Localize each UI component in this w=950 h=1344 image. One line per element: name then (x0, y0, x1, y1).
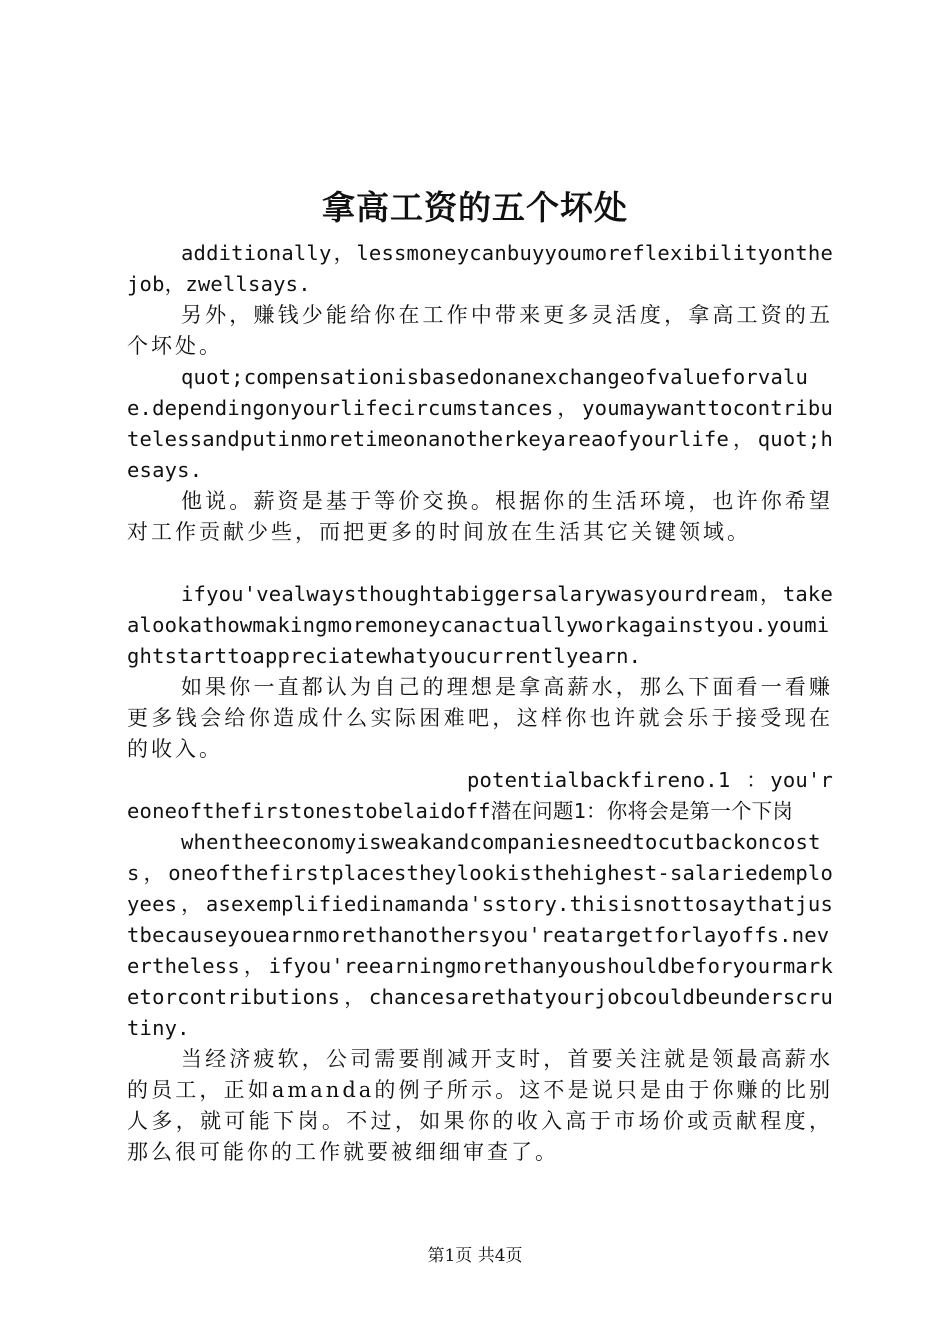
section-heading: potentialbackfireno.1 ：you'reoneofthefirstonestobelaidoff潜在问题1：你将会是第一个下岗 (127, 768, 833, 823)
paragraph-spacer (127, 548, 833, 579)
document-body (127, 238, 833, 1168)
paragraph-en-1: additionally，lessmoneycanbuyyoumoreflexibilityonthejob，zwellsays. (127, 241, 833, 296)
page-footer: 第1页 共4页 (427, 1246, 523, 1266)
paragraph-en-3: ifyou'vealwaysthoughtabiggersalarywasyourdream，takealookathowmakingmoremoneycanactuallyworkagainstyou.youmightstarttoappreciatewhatyoucurrentlyearn. (127, 582, 833, 668)
paragraph-zh-4: 当经济疲软，公司需要削减开支时，首要关注就是领最高薪水的员工，正如amanda的例子所示。这不是说只是由于你赚的比别人多，就可能下岗。不过，如果你的收入高于市场价或贡献程度，那么很可能你的工作就要被细细审查了。 (127, 1047, 833, 1164)
paragraph-en-2: quot;compensationisbasedonanexchangeofvalueforvalue.dependingonyourlifecircumstances，youmaywanttocontributelessandputinmoretimeonanotherkeyareaofyourlife，quot;hesays. (127, 365, 833, 482)
paragraph-en-4: whentheeconomyisweakandcompaniesneedtocutbackoncosts，oneofthefirstplacestheylookisthehighest-salariedemployees，asexemplifiedinamanda'sstory.thisisnottosaythatjustbecauseyouearnmorethanothersyou'reatargetforlayoffs.nevertheless，ifyou'reearningmorethanyoushouldbeforyourmarketorcontributions，chancesarethatyourjobcouldbeunderscrutiny. (127, 830, 833, 1040)
paragraph-zh-1: 另外，赚钱少能给你在工作中带来更多灵活度，拿高工资的五个坏处。 (127, 303, 833, 358)
document-title: 拿高工资的五个坏处 (322, 188, 628, 227)
paragraph-zh-2: 他说。薪资是基于等价交换。根据你的生活环境，也许你希望对工作贡献少些，而把更多的时间放在生活其它关键领域。 (127, 489, 833, 544)
paragraph-zh-3: 如果你一直都认为自己的理想是拿高薪水，那么下面看一看赚更多钱会给你造成什么实际困难吧，这样你也许就会乐于接受现在的收入。 (127, 675, 833, 761)
